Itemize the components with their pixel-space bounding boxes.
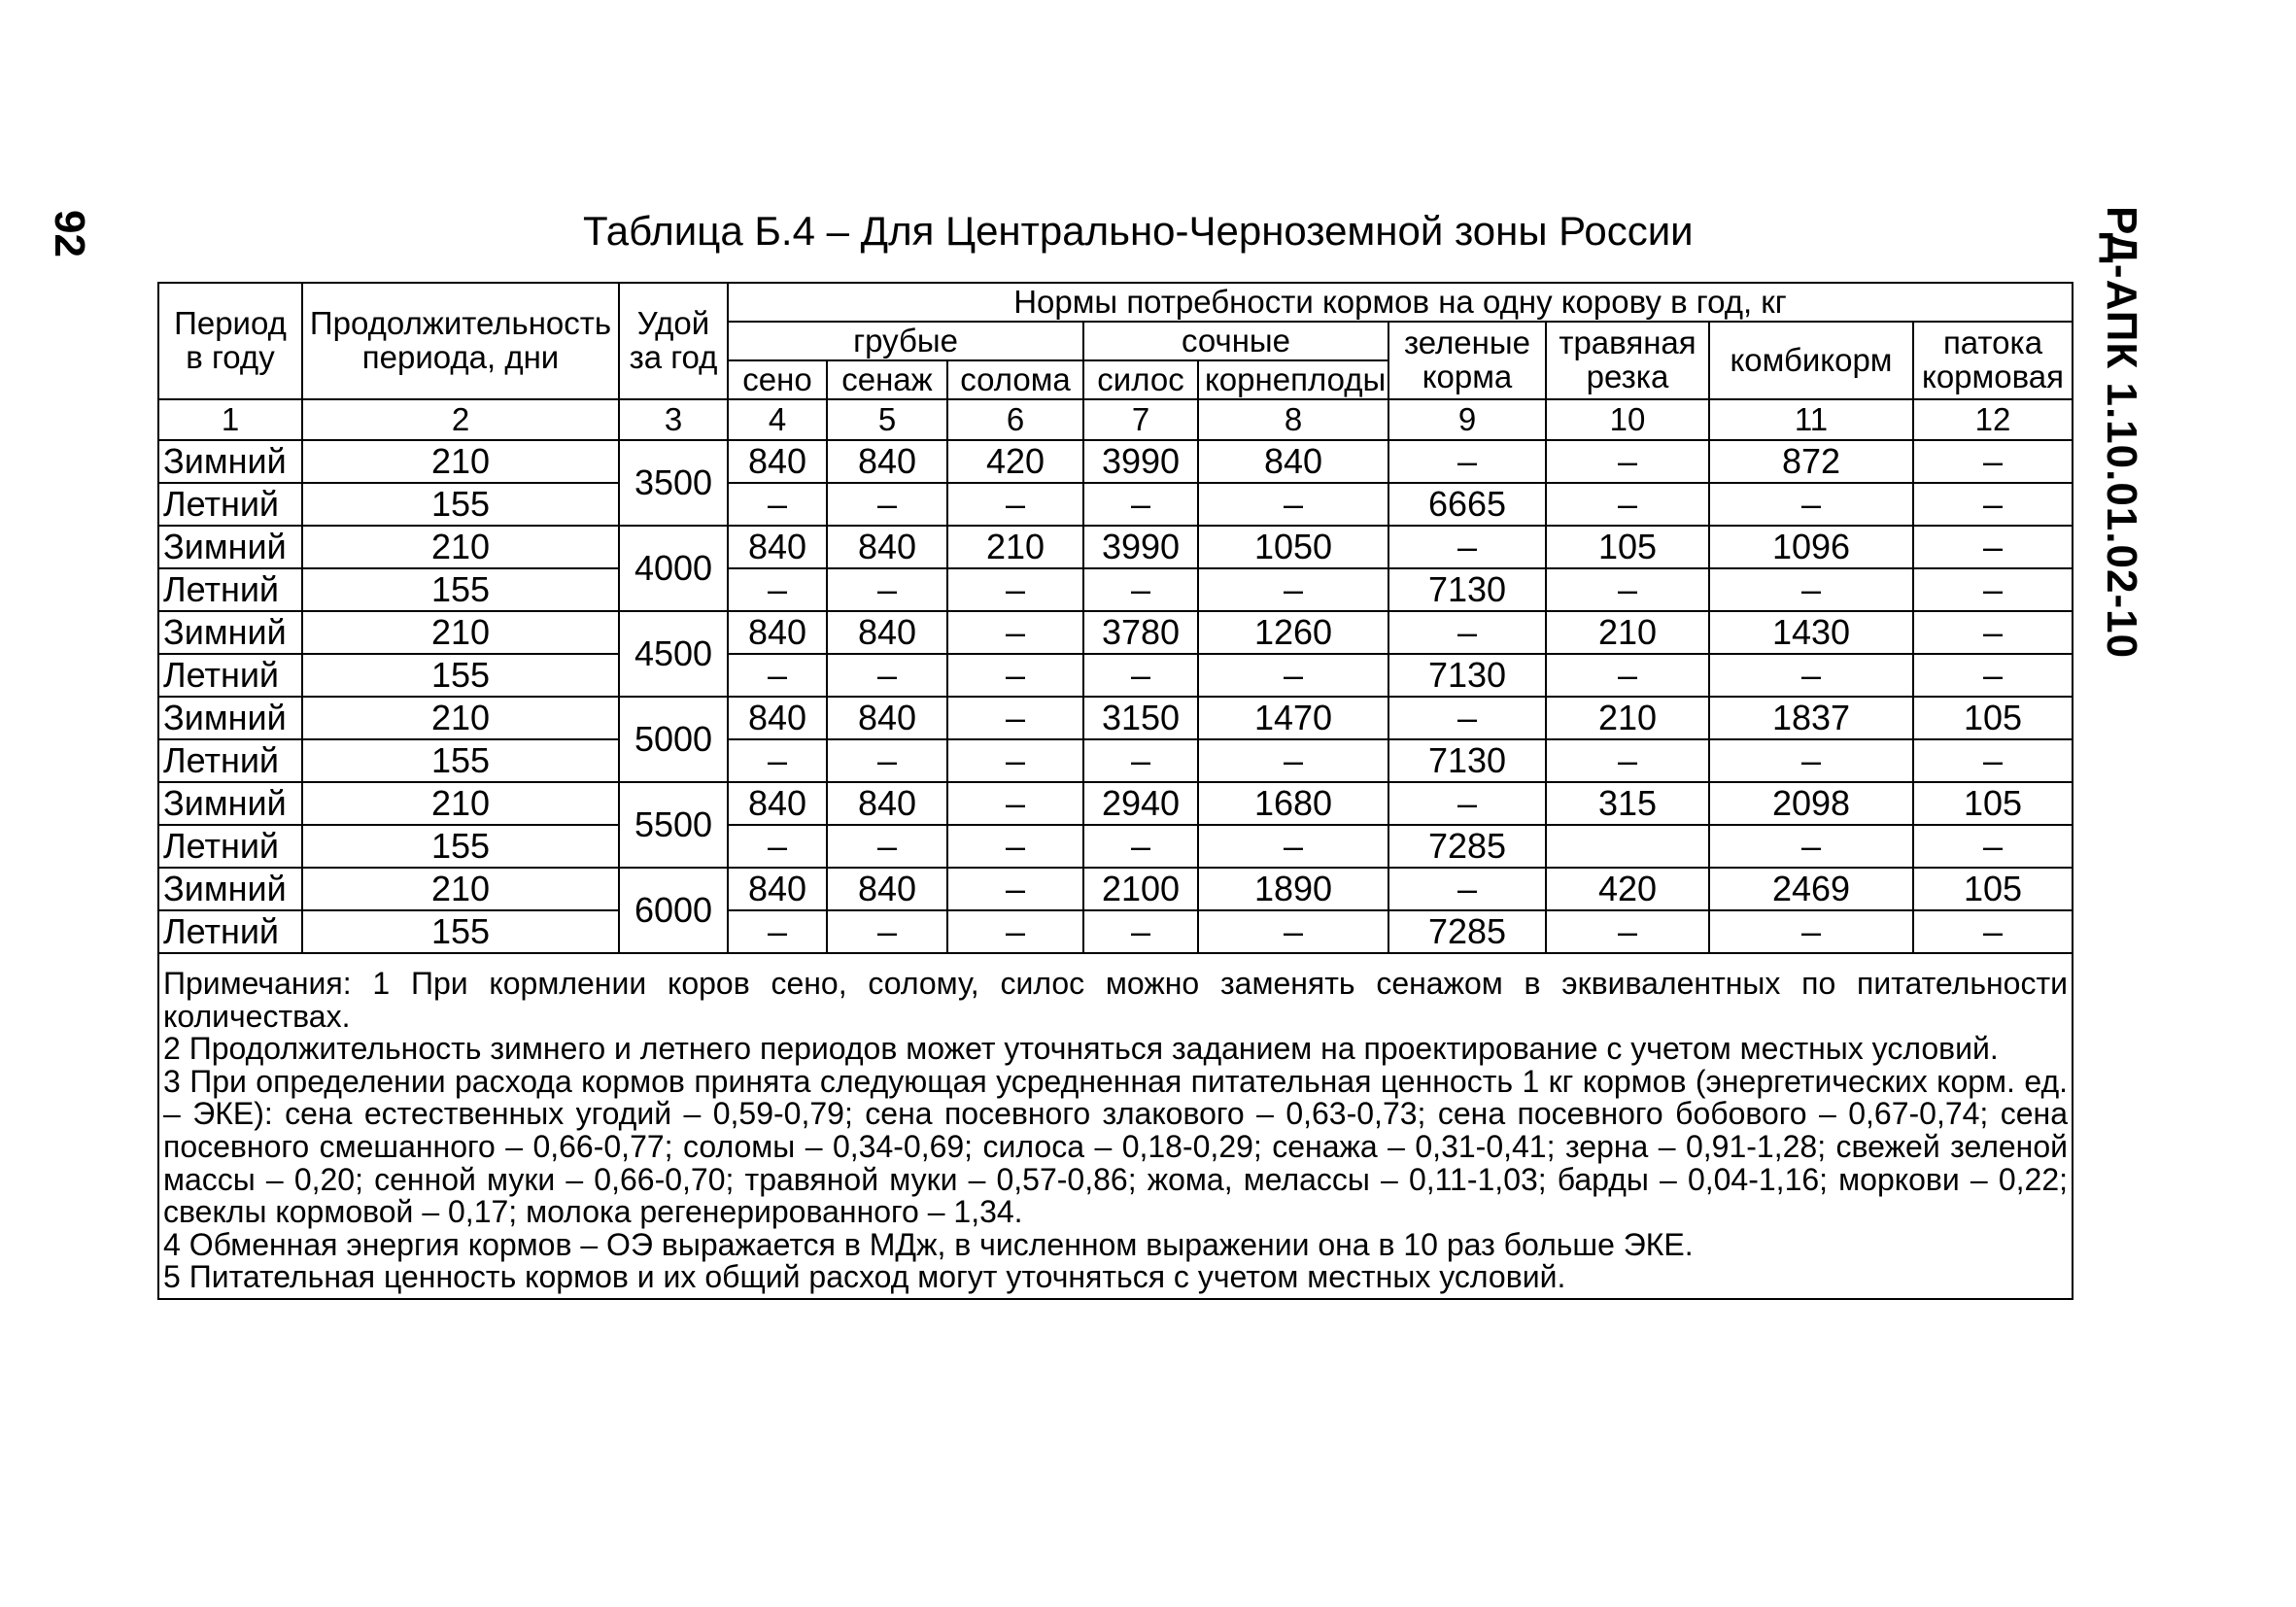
cell-duration: 210 [302,697,619,739]
column-number: 8 [1198,399,1388,440]
header-compound: комбикорм [1709,322,1913,399]
cell-duration: 210 [302,611,619,654]
cell-duration: 155 [302,825,619,868]
table-title: Таблица Б.4 – Для Центрально-Черноземной зоны России [583,208,1694,254]
cell-silage: – [1083,483,1198,526]
cell-silage: – [1083,739,1198,782]
cell-grass-cut: – [1546,739,1709,782]
header-period: Период в году [158,283,302,399]
cell-hay: – [728,483,827,526]
cell-silage: 3150 [1083,697,1198,739]
cell-duration: 210 [302,440,619,483]
cell-period: Зимний [158,526,302,568]
cell-yield: 4500 [619,611,728,697]
cell-silage: 2100 [1083,868,1198,910]
header-coarse: грубые [728,322,1083,360]
cell-grass-cut: 315 [1546,782,1709,825]
cell-period: Зимний [158,440,302,483]
cell-roots: 1260 [1198,611,1388,654]
cell-molasses: – [1913,568,2073,611]
cell-roots: – [1198,739,1388,782]
cell-straw: – [947,739,1083,782]
header-norms: Нормы потребности кормов на одну корову в год, кг [728,283,2073,322]
cell-hay: – [728,739,827,782]
cell-roots: 840 [1198,440,1388,483]
column-number: 3 [619,399,728,440]
cell-duration: 155 [302,739,619,782]
column-number: 9 [1388,399,1546,440]
cell-green: 7130 [1388,739,1546,782]
header-grass-cut: травяная резка [1546,322,1709,399]
cell-yield: 5500 [619,782,728,868]
notes-row [158,953,2073,1299]
page-number: 92 [46,210,93,257]
header-yield: Удой за год [619,283,728,399]
cell-compound: 2469 [1709,868,1913,910]
cell-haylage: 840 [827,526,947,568]
cell-hay: 840 [728,868,827,910]
cell-duration: 210 [302,782,619,825]
cell-hay: – [728,654,827,697]
cell-grass-cut [1546,825,1709,868]
table-row [158,825,2073,868]
cell-roots: 1680 [1198,782,1388,825]
cell-compound: – [1709,483,1913,526]
cell-grass-cut: – [1546,440,1709,483]
header-duration: Продолжительность периода, дни [302,283,619,399]
cell-grass-cut: – [1546,483,1709,526]
cell-roots: – [1198,654,1388,697]
cell-hay: – [728,568,827,611]
cell-compound: 1837 [1709,697,1913,739]
note-2: 2 Продолжительность зимнего и летнего периодов может уточняться заданием на проектирование с учетом местных условий. [163,1031,1999,1067]
cell-grass-cut: 105 [1546,526,1709,568]
column-number: 7 [1083,399,1198,440]
feed-norms-table [157,282,2073,1300]
document-code: РД-АПК 1.10.01.02-10 [2098,206,2145,660]
column-number: 1 [158,399,302,440]
cell-duration: 210 [302,526,619,568]
cell-silage: 3990 [1083,526,1198,568]
cell-haylage: 840 [827,868,947,910]
cell-straw: – [947,483,1083,526]
cell-straw: 210 [947,526,1083,568]
cell-compound: 1430 [1709,611,1913,654]
note-1: Примечания: 1 При кормлении коров сено, солому, силос можно заменять сенажом в эквивалентных по питательности количествах. [163,966,2068,1034]
cell-grass-cut: 210 [1546,697,1709,739]
header-succulent: сочные [1083,322,1388,360]
cell-green: 7130 [1388,568,1546,611]
cell-straw: – [947,825,1083,868]
cell-green: – [1388,611,1546,654]
table-row [158,568,2073,611]
header-green: зеленые корма [1388,322,1546,399]
cell-haylage: 840 [827,782,947,825]
cell-silage: – [1083,568,1198,611]
cell-roots: – [1198,483,1388,526]
table-body [158,440,2073,953]
cell-roots: – [1198,825,1388,868]
cell-hay: 840 [728,526,827,568]
cell-haylage: – [827,825,947,868]
cell-straw: – [947,868,1083,910]
cell-silage: 3990 [1083,440,1198,483]
cell-duration: 155 [302,568,619,611]
table-row [158,782,2073,825]
note-4: 4 Обменная энергия кормов – ОЭ выражается в МДж, в численном выражении она в 10 раз больше ЭКЕ. [163,1226,1694,1262]
cell-molasses: 105 [1913,697,2073,739]
header-haylage: сенаж [827,360,947,399]
cell-green: – [1388,697,1546,739]
cell-period: Летний [158,483,302,526]
cell-roots: 1470 [1198,697,1388,739]
cell-haylage: – [827,568,947,611]
table-row [158,654,2073,697]
cell-period: Зимний [158,697,302,739]
cell-green: – [1388,440,1546,483]
column-number: 10 [1546,399,1709,440]
cell-compound: – [1709,825,1913,868]
table-row [158,611,2073,654]
cell-hay: 840 [728,782,827,825]
cell-green: 6665 [1388,483,1546,526]
cell-roots: 1890 [1198,868,1388,910]
cell-green: 7130 [1388,654,1546,697]
cell-roots: – [1198,910,1388,953]
column-number: 2 [302,399,619,440]
cell-silage: 3780 [1083,611,1198,654]
table-row [158,483,2073,526]
cell-molasses: – [1913,739,2073,782]
cell-straw: – [947,910,1083,953]
cell-compound: 2098 [1709,782,1913,825]
cell-period: Летний [158,654,302,697]
header-silage: силос [1083,360,1198,399]
table-row [158,868,2073,910]
column-number: 5 [827,399,947,440]
cell-green: – [1388,526,1546,568]
cell-green: – [1388,782,1546,825]
cell-molasses: – [1913,483,2073,526]
cell-hay: 840 [728,697,827,739]
cell-haylage: 840 [827,697,947,739]
cell-green: 7285 [1388,825,1546,868]
cell-duration: 155 [302,910,619,953]
cell-period: Летний [158,910,302,953]
cell-duration: 155 [302,483,619,526]
notes-cell [158,953,2073,1299]
column-number: 12 [1913,399,2073,440]
cell-green: – [1388,868,1546,910]
note-5: 5 Питательная ценность кормов и их общий расход могут уточняться с учетом местных условий. [163,1259,1566,1295]
table-row [158,440,2073,483]
note-3: 3 При определении расхода кормов принята следующая усредненная питательная ценность 1 кг кормов (энергетических корм. ед. – ЭКЕ): сена естественных угодий – 0,59-0,79; сена посевного злакового – 0,63-0,73; сена посевного бобового – 0,67-0,74; сена посевного смешанного – 0,66-0,77; соломы – 0,34-0,69; силоса – 0,18-0,29; сенажа – 0,31-0,41; зерна – 0,91-1,28; свежей зеленой массы – 0,20; сенной муки – 0,66-0,70; травяной муки – 0,57-0,86; жома, мелассы – 0,11-1,03; барды – 0,04-1,16; моркови – 0,22; свеклы кормовой – 0,17; молока регенерированного – 1,34. [163,1063,2068,1230]
header-molasses: патока кормовая [1913,322,2073,399]
cell-molasses: – [1913,526,2073,568]
cell-yield: 6000 [619,868,728,953]
cell-period: Зимний [158,782,302,825]
cell-hay: – [728,825,827,868]
cell-yield: 5000 [619,697,728,782]
table-row [158,526,2073,568]
cell-roots: – [1198,568,1388,611]
cell-yield: 3500 [619,440,728,526]
column-numbers-row [158,399,2073,440]
cell-silage: – [1083,825,1198,868]
cell-silage: – [1083,910,1198,953]
cell-silage: 2940 [1083,782,1198,825]
cell-period: Зимний [158,868,302,910]
column-number: 4 [728,399,827,440]
cell-period: Летний [158,739,302,782]
cell-grass-cut: – [1546,910,1709,953]
cell-grass-cut: – [1546,654,1709,697]
cell-compound: – [1709,910,1913,953]
cell-molasses: – [1913,440,2073,483]
header-roots: корнеплоды [1198,360,1388,399]
header-straw: солома [947,360,1083,399]
cell-haylage: – [827,654,947,697]
cell-molasses: – [1913,910,2073,953]
cell-green: 7285 [1388,910,1546,953]
cell-grass-cut: 420 [1546,868,1709,910]
cell-period: Зимний [158,611,302,654]
cell-roots: 1050 [1198,526,1388,568]
header-hay: сено [728,360,827,399]
cell-haylage: 840 [827,440,947,483]
cell-compound: – [1709,739,1913,782]
cell-duration: 210 [302,868,619,910]
cell-haylage: 840 [827,611,947,654]
column-number: 11 [1709,399,1913,440]
cell-molasses: 105 [1913,782,2073,825]
cell-compound: – [1709,654,1913,697]
cell-straw: – [947,611,1083,654]
cell-straw: – [947,697,1083,739]
cell-molasses: 105 [1913,868,2073,910]
cell-hay: 840 [728,611,827,654]
cell-compound: 1096 [1709,526,1913,568]
cell-hay: 840 [728,440,827,483]
cell-period: Летний [158,825,302,868]
cell-silage: – [1083,654,1198,697]
cell-hay: – [728,910,827,953]
cell-straw: – [947,568,1083,611]
cell-haylage: – [827,910,947,953]
cell-duration: 155 [302,654,619,697]
cell-straw: – [947,654,1083,697]
cell-molasses: – [1913,611,2073,654]
cell-straw: – [947,782,1083,825]
table-row [158,697,2073,739]
cell-period: Летний [158,568,302,611]
cell-molasses: – [1913,654,2073,697]
cell-grass-cut: – [1546,568,1709,611]
cell-yield: 4000 [619,526,728,611]
cell-compound: 872 [1709,440,1913,483]
cell-haylage: – [827,483,947,526]
cell-compound: – [1709,568,1913,611]
cell-molasses: – [1913,825,2073,868]
table-row [158,910,2073,953]
table-row [158,739,2073,782]
cell-haylage: – [827,739,947,782]
column-number: 6 [947,399,1083,440]
cell-straw: 420 [947,440,1083,483]
cell-grass-cut: 210 [1546,611,1709,654]
